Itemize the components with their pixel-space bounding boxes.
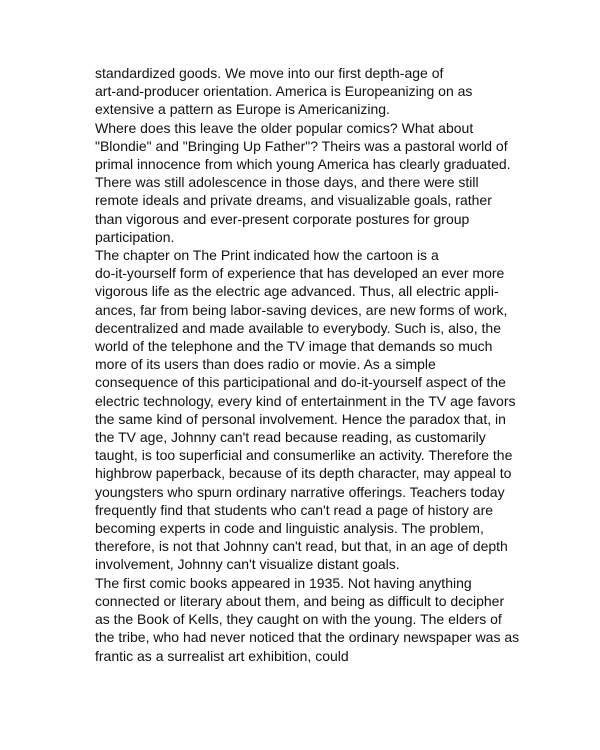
text-line: becoming experts in code and linguistic analysis. The problem, — [95, 520, 484, 537]
text-line: remote ideals and private dreams, and visualizable goals, rather — [95, 192, 492, 209]
text-line: taught, is too superficial and consumerlike an activity. Therefore the — [95, 447, 513, 464]
text-line: frantic as a surrealist art exhibition, could — [95, 647, 349, 664]
text-line: involvement, Johnny can't visualize distant goals. — [95, 556, 400, 573]
text-line: extensive a pattern as Europe is Americanizing. — [95, 101, 390, 118]
text-line: consequence of this participational and do-it-yourself aspect of the — [95, 374, 506, 391]
text-line: the TV age, Johnny can't read because reading, as customarily — [95, 429, 486, 446]
text-line: ances, far from being labor-saving devices, are new forms of work, — [95, 301, 508, 318]
text-line: standardized goods. We move into our first depth-age of — [95, 65, 444, 81]
text-line: the same kind of personal involvement. Hence the paradox that, in — [95, 410, 506, 427]
text-line: primal innocence from which young America has clearly graduated. — [95, 156, 511, 173]
text-line: "Blondie" and "Bringing Up Father"? Theirs was a pastoral world of — [95, 137, 508, 154]
text-line: decentralized and made available to everybody. Such is, also, the — [95, 319, 501, 336]
text-line: vigorous life as the electric age advanced. Thus, all electric appli- — [95, 283, 499, 300]
text-line: There was still adolescence in those days, and there were still — [95, 174, 479, 191]
text-line: do-it-yourself form of experience that has developed an ever more — [95, 265, 505, 282]
text-line: participation. — [95, 228, 175, 245]
text-line: as the Book of Kells, they caught on with the young. The elders of — [95, 611, 502, 628]
text-line: Where does this leave the older popular comics? What about — [95, 119, 474, 136]
text-line: highbrow paperback, because of its depth character, may appeal to — [95, 465, 512, 482]
text-line: The first comic books appeared in 1935. Not having anything — [95, 574, 472, 591]
text-line: frequently find that students who can't read a page of history are — [95, 501, 494, 518]
document-body — [95, 64, 520, 665]
text-line: electric technology, every kind of entertainment in the TV age favors — [95, 392, 516, 409]
text-line: The chapter on The Print indicated how the cartoon is a — [95, 247, 439, 264]
text-line: youngsters who spurn ordinary narrative offerings. Teachers today — [95, 483, 505, 500]
text-line: world of the telephone and the TV image that demands so much — [95, 338, 493, 355]
text-line: more of its users than does radio or movie. As a simple — [95, 356, 436, 373]
text-line: connected or literary about them, and being as difficult to decipher — [95, 592, 505, 609]
text-line: than vigorous and ever-present corporate postures for group — [95, 210, 470, 227]
text-line: therefore, is not that Johnny can't read, but that, in an age of depth — [95, 538, 508, 555]
text-line: art-and-producer orientation. America is Europeanizing on as — [95, 83, 473, 100]
text-line: the tribe, who had never noticed that the ordinary newspaper was as — [95, 629, 520, 646]
